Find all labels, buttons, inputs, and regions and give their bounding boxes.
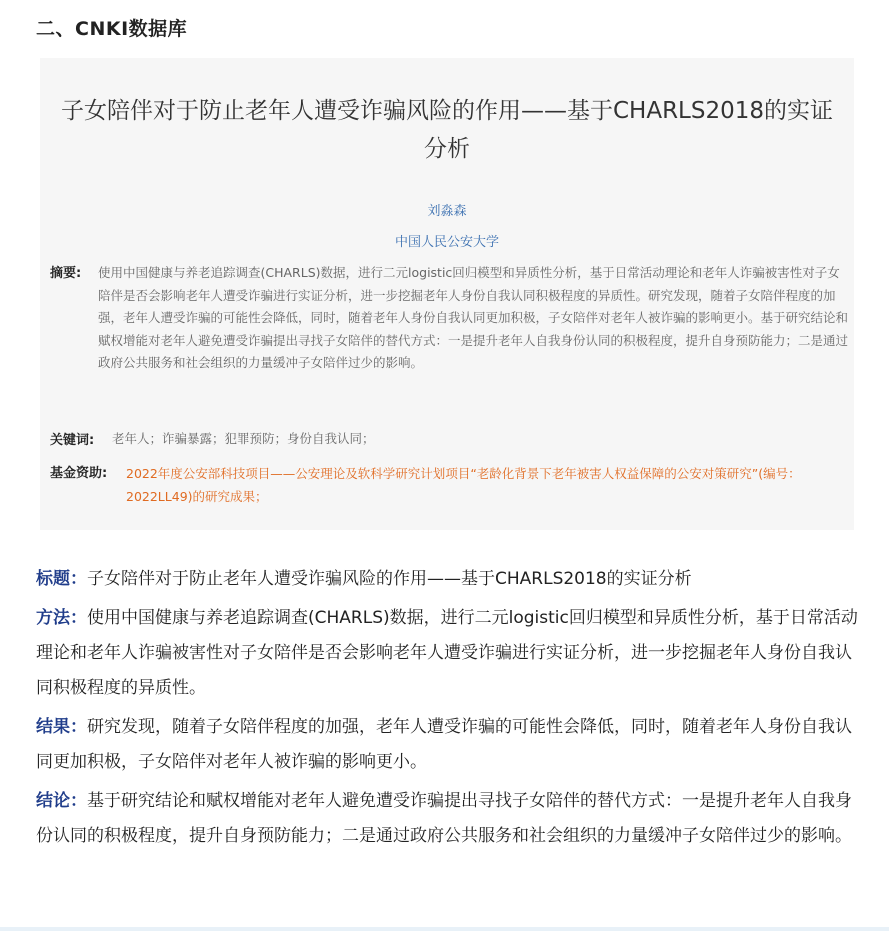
summary-result-text: 研究发现，随着子女陪伴程度的加强，老年人遭受诈骗的可能性会降低，同时，随着老年人身份自我认同更加积极，子女陪伴对老年人被诈骗的影响更小。 [36, 717, 852, 772]
summary-result-label: 结果： [36, 717, 87, 737]
summary-method-text: 使用中国健康与养老追踪调查(CHARLS)数据，进行二元logistic回归模型和异质性分析，基于日常活动理论和老年人诈骗被害性对子女陪伴是否会影响老年人遭受诈骗进行实证分析，进一步挖掘老年人身份自我认同积极程度的异质性。 [36, 608, 858, 698]
summary-conclusion-label: 结论： [36, 791, 87, 811]
summary-title-label: 标题： [36, 569, 87, 589]
keywords-label: 关键词: [50, 433, 95, 448]
fund-link[interactable]: 2022年度公安部科技项目——公安理论及软科学研究计划项目“老龄化背景下老年被害人权益保障的公安对策研究”(编号：2022LL49)的研究成果； [126, 466, 801, 504]
affiliation-link[interactable]: 中国人民公安大学 [394, 235, 499, 250]
keywords-list[interactable]: 老年人；诈骗暴露；犯罪预防；身份自我认同； [112, 431, 375, 446]
paper-summary [36, 562, 866, 858]
summary-result-row [36, 710, 866, 780]
summary-method-label: 方法： [36, 608, 87, 628]
cnki-paper-card [40, 58, 854, 530]
summary-title-row [36, 562, 866, 597]
summary-title-text: 子女陪伴对于防止老年人遭受诈骗风险的作用——基于CHARLS2018的实证分析 [87, 569, 692, 589]
abstract-label: 摘要: [50, 266, 82, 281]
abstract-text: 使用中国健康与养老追踪调查(CHARLS)数据，进行二元logistic回归模型和异质性分析，基于日常活动理论和老年人诈骗被害性对子女陪伴是否会影响老年人遭受诈骗进行实证分析，进一步挖掘老年人身份自我认同积极程度的异质性。研究发现，随着子女陪伴程度的加强，老年人遭受诈骗的可能性会降低，同时，随着老年人身份自我认同更加积极，子女陪伴对老年人被诈骗的影响更小。基于研究结论和赋权增能对老年人避免遭受诈骗提出寻找子女陪伴的替代方式：一是提升老年人自我身份认同的积极程度，提升自身预防能力；二是通过政府公共服务和社会组织的力量缓冲子女陪伴过少的影响。 [98, 265, 849, 370]
bottom-divider [0, 927, 889, 931]
section-heading: 二、CNKI数据库 [36, 18, 188, 40]
summary-conclusion-text: 基于研究结论和赋权增能对老年人避免遭受诈骗提出寻找子女陪伴的替代方式：一是提升老年人自我身份认同的积极程度，提升自身预防能力；二是通过政府公共服务和社会组织的力量缓冲子女陪伴过少的影响。 [36, 791, 852, 846]
paper-title[interactable]: 子女陪伴对于防止老年人遭受诈骗风险的作用——基于CHARLS2018的实证分析 [60, 98, 834, 162]
summary-method-row [36, 601, 866, 706]
summary-conclusion-row [36, 784, 866, 854]
fund-label: 基金资助: [50, 466, 108, 481]
author-link[interactable]: 刘淼森 [427, 204, 467, 219]
